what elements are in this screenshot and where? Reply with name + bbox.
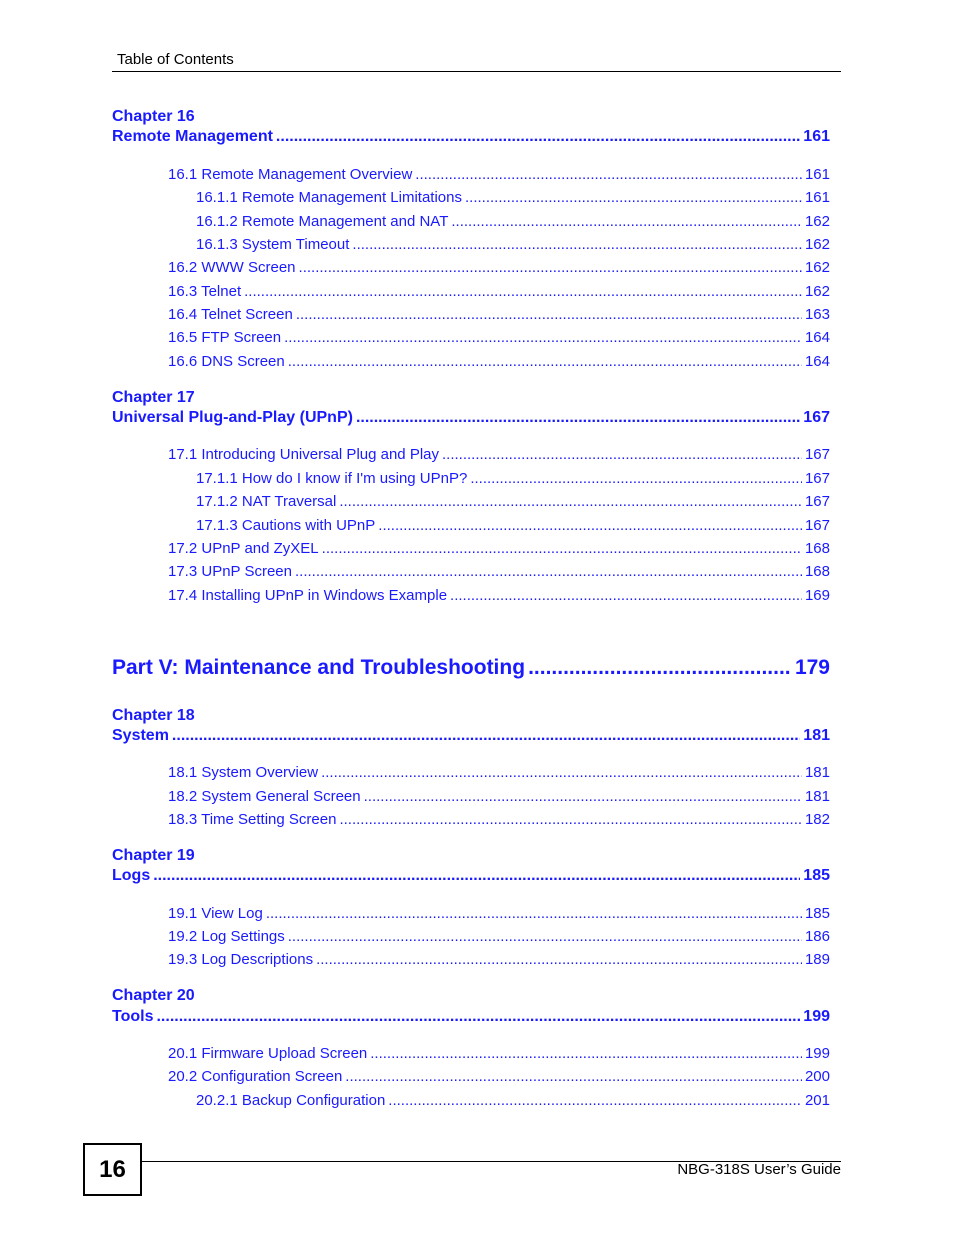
dot-leader	[339, 811, 802, 828]
toc-section[interactable]	[168, 166, 830, 183]
dot-leader	[465, 189, 802, 206]
toc-entry-title: Logs	[112, 867, 151, 884]
toc-page-number: 161	[804, 166, 830, 183]
dot-leader	[288, 353, 802, 370]
dot-leader	[345, 1068, 802, 1085]
toc-section[interactable]	[168, 563, 830, 580]
toc-page-number: 200	[804, 1068, 830, 1085]
toc-entry-title: 19.2 Log Settings	[168, 928, 285, 945]
chapter-label: Chapter 20	[112, 987, 195, 1004]
toc-page-number: 162	[804, 259, 830, 276]
toc-section[interactable]	[168, 788, 830, 805]
toc-section[interactable]	[168, 587, 830, 604]
toc-section[interactable]	[168, 764, 830, 781]
dot-leader	[299, 259, 802, 276]
toc-section[interactable]	[196, 189, 830, 206]
chapter-label: Chapter 18	[112, 707, 195, 724]
toc-page-number: 182	[804, 811, 830, 828]
toc-chapter-upnp[interactable]	[112, 409, 830, 427]
header-divider	[112, 71, 841, 72]
dot-leader	[296, 306, 802, 323]
toc-section[interactable]	[196, 1092, 830, 1109]
toc-entry-title: 17.1.2 NAT Traversal	[196, 493, 337, 510]
toc-entry-title: 16.1 Remote Management Overview	[168, 166, 413, 183]
dot-leader	[153, 867, 800, 885]
dot-leader	[415, 166, 802, 183]
toc-page-number: 189	[804, 951, 830, 968]
dot-leader	[172, 727, 800, 745]
running-header: Table of Contents	[117, 51, 234, 68]
toc-entry-title: 19.1 View Log	[168, 905, 263, 922]
toc-section[interactable]	[168, 1045, 830, 1062]
toc-page-number: 186	[804, 928, 830, 945]
dot-leader	[388, 1092, 802, 1109]
dot-leader	[321, 764, 802, 781]
toc-entry-title: 16.4 Telnet Screen	[168, 306, 293, 323]
dot-leader	[266, 905, 802, 922]
dot-leader	[364, 788, 802, 805]
dot-leader	[244, 283, 802, 300]
toc-entry-title: 20.2 Configuration Screen	[168, 1068, 343, 1085]
chapter-label: Chapter 19	[112, 847, 195, 864]
toc-section[interactable]	[168, 329, 830, 346]
toc-section[interactable]	[168, 540, 830, 557]
toc-section[interactable]	[168, 1068, 830, 1085]
toc-entry-title: 16.1.3 System Timeout	[196, 236, 350, 253]
toc-entry-title: 18.2 System General Screen	[168, 788, 361, 805]
toc-entry-title: Part V: Maintenance and Troubleshooting	[112, 656, 526, 679]
page-number-box	[83, 1143, 142, 1196]
toc-entry-title: 17.1.3 Cautions with UPnP	[196, 517, 376, 534]
toc-page-number: 167	[804, 493, 830, 510]
toc-entry-title: 20.2.1 Backup Configuration	[196, 1092, 386, 1109]
toc-entry-title: 16.1.2 Remote Management and NAT	[196, 213, 449, 230]
toc-section[interactable]	[196, 213, 830, 230]
toc-entry-title: 17.4 Installing UPnP in Windows Example	[168, 587, 448, 604]
toc-page-number: 167	[803, 409, 830, 426]
toc-entry-title: 19.3 Log Descriptions	[168, 951, 314, 968]
toc-entry-title: Remote Management	[112, 128, 273, 145]
toc-entry-title: 17.1 Introducing Universal Plug and Play	[168, 446, 439, 463]
dot-leader	[442, 446, 802, 463]
toc-entry-title: 16.6 DNS Screen	[168, 353, 285, 370]
toc-entry-title: 16.1.1 Remote Management Limitations	[196, 189, 462, 206]
dot-leader	[284, 329, 802, 346]
toc-section[interactable]	[168, 353, 830, 370]
toc-entry-title: 17.3 UPnP Screen	[168, 563, 292, 580]
toc-entry-title: 18.3 Time Setting Screen	[168, 811, 337, 828]
toc-page-number: 167	[804, 517, 830, 534]
toc-page-number: 163	[804, 306, 830, 323]
dot-leader	[322, 540, 802, 557]
toc-page-number: 185	[804, 905, 830, 922]
toc-entry-title: System	[112, 727, 169, 744]
page-number: 16	[99, 1155, 126, 1183]
dot-leader	[295, 563, 802, 580]
dot-leader	[288, 928, 802, 945]
toc-page-number: 164	[804, 329, 830, 346]
toc-section[interactable]	[168, 259, 830, 276]
toc-page-number: 199	[804, 1045, 830, 1062]
toc-page-number: 162	[804, 283, 830, 300]
toc-section[interactable]	[196, 470, 830, 487]
dot-leader	[356, 409, 800, 427]
toc-page-number: 169	[804, 587, 830, 604]
toc-section[interactable]	[196, 517, 830, 534]
toc-chapter-tools[interactable]	[112, 1008, 830, 1026]
dot-leader	[470, 470, 802, 487]
toc-page-number: 199	[803, 1008, 830, 1025]
toc-page-number: 185	[803, 867, 830, 884]
toc-section[interactable]	[168, 928, 830, 945]
dot-leader	[276, 128, 800, 146]
toc-page-number: 179	[794, 656, 830, 679]
toc-page-number: 161	[803, 128, 830, 145]
dot-leader	[316, 951, 802, 968]
toc-page-number: 167	[804, 446, 830, 463]
toc-section[interactable]	[168, 283, 830, 300]
toc-entry-title: 17.1.1 How do I know if I'm using UPnP?	[196, 470, 468, 487]
toc-section[interactable]	[196, 236, 830, 253]
toc-page-number: 162	[804, 213, 830, 230]
dot-leader	[352, 236, 802, 253]
toc-page-number: 181	[804, 764, 830, 781]
toc-section[interactable]	[168, 306, 830, 323]
toc-page-number: 168	[804, 540, 830, 557]
toc-section[interactable]	[168, 446, 830, 463]
toc-page-number: 161	[804, 189, 830, 206]
toc-entry-title: 17.2 UPnP and ZyXEL	[168, 540, 319, 557]
toc-page-number: 201	[804, 1092, 830, 1109]
toc-part-maintenance[interactable]	[112, 656, 830, 680]
toc-page-number: 181	[803, 727, 830, 744]
toc-section[interactable]	[168, 905, 830, 922]
toc-section[interactable]	[168, 951, 830, 968]
dot-leader	[451, 213, 802, 230]
toc-chapter-system[interactable]	[112, 727, 830, 745]
toc-section[interactable]	[196, 493, 830, 510]
toc-entry-title: 18.1 System Overview	[168, 764, 319, 781]
toc-entry-title: 16.2 WWW Screen	[168, 259, 296, 276]
dot-leader	[156, 1008, 800, 1026]
toc-entry-title: 16.3 Telnet	[168, 283, 242, 300]
toc-entry-title: 16.5 FTP Screen	[168, 329, 282, 346]
chapter-label: Chapter 17	[112, 389, 195, 406]
toc-chapter-remote-management[interactable]	[112, 128, 830, 146]
toc-page-number: 167	[804, 470, 830, 487]
dot-leader	[528, 656, 792, 680]
toc-entry-title: 20.1 Firmware Upload Screen	[168, 1045, 368, 1062]
guide-title: NBG-318S User’s Guide	[677, 1161, 841, 1178]
toc-chapter-logs[interactable]	[112, 867, 830, 885]
toc-entry-title: Tools	[112, 1008, 154, 1025]
chapter-label: Chapter 16	[112, 108, 195, 125]
dot-leader	[370, 1045, 802, 1062]
toc-page-number: 164	[804, 353, 830, 370]
toc-page-number: 162	[804, 236, 830, 253]
toc-section[interactable]	[168, 811, 830, 828]
dot-leader	[450, 587, 802, 604]
toc-entry-title: Universal Plug-and-Play (UPnP)	[112, 409, 353, 426]
dot-leader	[339, 493, 802, 510]
toc-page-number: 168	[804, 563, 830, 580]
toc-page-number: 181	[804, 788, 830, 805]
dot-leader	[378, 517, 802, 534]
